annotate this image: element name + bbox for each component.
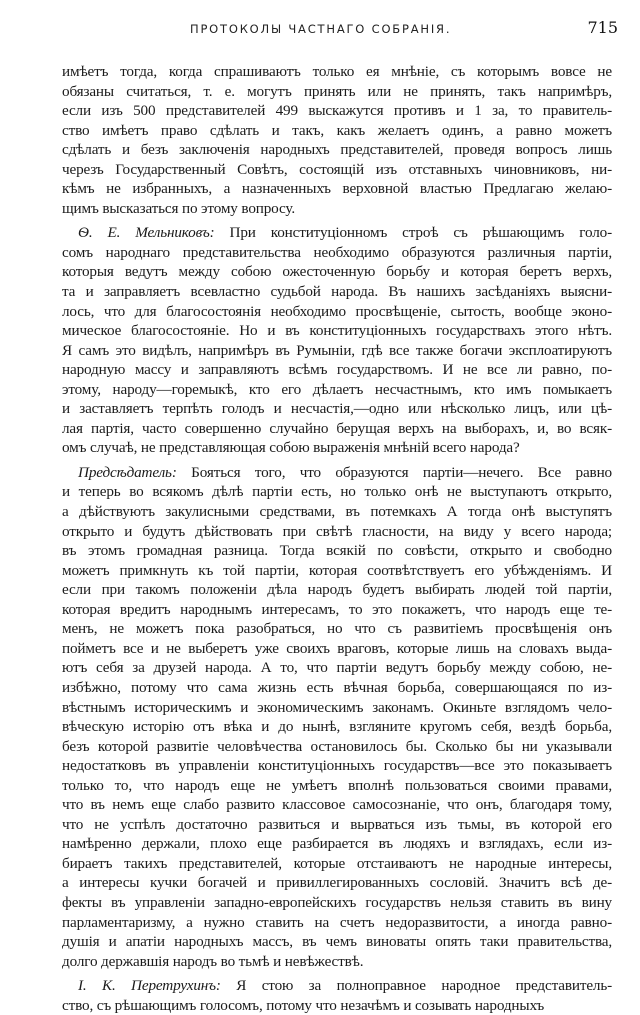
speaker-name: Предсѣдатель: [78,463,177,481]
text-line [62,199,612,219]
text-line [62,243,612,263]
page-body [62,62,612,1015]
text-line [62,776,612,796]
text-line [62,463,612,483]
line-text: можетъ примкнуть къ той партіи, которая соотвѣтствуетъ его убѣжденіямъ. И [62,561,612,579]
line-text: пойметъ все и не выберетъ уже своихъ враговъ, которые лишь на словахъ выда- [62,639,612,657]
text-line [62,952,612,972]
text-line [62,996,612,1015]
line-text: которая вредитъ народнымъ интересамъ, то это покажетъ, что народъ еще те- [62,600,612,618]
line-text: кѣмъ не избранныхъ, а назначенныхъ верховной властью Предлагаю желаю- [62,180,612,198]
line-text: ство имѣетъ право сдѣлать и такъ, какъ желаетъ одинъ, а равно можетъ [62,121,612,139]
line-text: лая партія, часто совершенно случайно берущая верхъ на выборахъ, и, во всяк- [62,419,612,437]
running-head [0,18,640,48]
text-line [62,399,612,419]
line-text: черезъ Государственный Совѣтъ, состоящій изъ отставныхъ чиновниковъ, ни- [62,160,612,178]
line-text: сдѣлать и безъ заключенія народныхъ представителей, проведя вопросъ лишь [62,141,612,159]
text-line [62,438,612,458]
paragraph [62,223,612,458]
text-line [62,482,612,502]
line-text: бираетъ такихъ представителей, которые отстаиваютъ не народные интересы, [62,854,612,872]
text-line [62,580,612,600]
text-line [62,913,612,933]
text-line [62,223,612,243]
line-text: ютъ себя за друзей народа. А то, что партіи ведутъ борьбу между собою, не- [62,659,612,677]
text-line [62,82,612,102]
line-text: открыто и будутъ дѣйствовать при свѣтѣ гласности, на виду у всего народа; [62,522,612,540]
text-line [62,419,612,439]
line-text: безъ которой развитіе человѣчества остановилось бы. Сколько бы ни указывали [62,737,612,755]
text-line [62,976,612,996]
text-line [62,360,612,380]
text-line [62,619,612,639]
text-line [62,302,612,322]
line-text: вѣстнымъ историческимъ и экономическимъ законамъ. Окиньте взглядомъ чело- [62,698,612,716]
line-text: мическое благосостояніе. Но и въ конституціонныхъ государствахъ этого нѣтъ. [62,322,612,340]
line-text: которыя ведутъ между собою ожесточенную борьбу и которая беретъ верхъ, [62,263,612,281]
text-line [62,179,612,199]
text-line [62,600,612,620]
text-line [62,341,612,361]
line-text: менъ, не можетъ пока разобраться, но что съ развитіемъ просвѣщенія онъ [62,620,612,638]
line-text: и теперь во всякомъ дѣлѣ партіи есть, но только онѣ не выступаютъ открыто, [62,483,612,501]
line-text: только то, что народъ еще не умѣетъ вполнѣ пользоваться своими правами, [62,776,612,794]
line-text: щимъ высказаться по этому вопросу. [62,199,295,217]
line-text: лось, что для благосостоянія необходимо просвѣщеніе, сытость, вообще эконо- [62,302,612,320]
text-line [62,737,612,757]
line-text: недостатковъ въ управленіи конституціонныхъ государствъ—все это показываетъ [62,757,612,775]
text-line [62,854,612,874]
text-line [62,121,612,141]
text-line [62,522,612,542]
line-text: а интересы кучки богачей и привиллегированныхъ сословій. Значитъ всѣ де- [62,874,612,892]
line-text: вѣческую исторію отъ вѣка и до нынѣ, взгляните кругомъ себя, вездѣ борьба, [62,718,612,736]
line-text: въ этомъ громадная разница. Тогда всякій по совѣсти, открыто и свободно [62,542,612,560]
line-text: Бояться того, что образуются партіи—нечего. Все равно [191,463,612,481]
text-line [62,639,612,659]
text-line [62,160,612,180]
speaker-name: І. К. Перетрухинъ: [78,977,221,995]
text-line [62,658,612,678]
line-text: При конституціонномъ строѣ съ рѣшающимъ голо- [229,224,612,242]
text-line [62,893,612,913]
line-text: имѣетъ тогда, когда спрашиваютъ только ея мнѣніе, съ которымъ вовсе не [62,63,612,80]
line-text: намѣренно держали, плохо еще разбирается въ людяхъ и взглядахъ, если из- [62,835,612,853]
text-line [62,262,612,282]
line-text: что не успѣлъ достаточно развиться и вырваться изъ тьмы, въ которой его [62,815,612,833]
text-line [62,561,612,581]
speaker-name: Ѳ. Е. Мельниковъ: [78,224,215,242]
line-text: обязаны считаться, т. е. могутъ принять или не принять, такъ напримѣръ, [62,82,612,100]
text-line [62,101,612,121]
text-line [62,834,612,854]
text-line [62,717,612,737]
line-text: а дѣйствуютъ закулисными средствами, въ потемкахъ А тогда онѣ выступятъ [62,503,612,521]
line-text: народную массу и заправляютъ всѣмъ государствомъ. И не все ли равно, по- [62,361,612,379]
line-text: омъ случаѣ, не представляющая собою выраженія мнѣній всего народа? [62,439,520,457]
text-line [62,282,612,302]
text-line [62,502,612,522]
text-line [62,873,612,893]
line-text: и заставляетъ терпѣть голодъ и несчастія,—одно или нѣсколько лицъ, или цѣ- [62,400,612,418]
line-text: если при такомъ положеніи дѣла народъ будетъ выбирать людей той партіи, [62,581,612,599]
paragraph [62,463,612,971]
text-line [62,380,612,400]
page-number: 715 [587,18,618,37]
paragraph [62,62,612,218]
text-line [62,932,612,952]
text-line [62,756,612,776]
line-text: сомъ народнаго представительства необходимо образуются различныя партіи, [62,243,612,261]
line-text: этому, народу—горемыкѣ, кто его дѣлаетъ несчастнымъ, кто имъ помыкаетъ [62,380,612,398]
text-line [62,815,612,835]
line-text: избѣжно, потому что сама жизнь есть вѣчная борьба, совершающаяся по из- [62,678,612,696]
text-line [62,140,612,160]
line-text: парламентаризму, а нужно ставить на счетъ недоразвитости, а иногда равно- [62,913,612,931]
line-text: долго державшія народъ во тьмѣ и невѣжествѣ. [62,952,364,970]
running-head-title: ПРОТОКОЛЫ ЧАСТНАГО СОБРАНІЯ. [190,22,452,36]
text-line [62,541,612,561]
text-line [62,795,612,815]
text-line [62,698,612,718]
line-text: что въ немъ еще слабо развито классовое самосознаніе, что онъ, благодаря тому, [62,796,612,814]
line-text: Я стою за полноправное народное представитель- [236,977,612,995]
text-line [62,321,612,341]
line-text: ство, съ рѣшающимъ голосомъ, потому что незачѣмъ и созывать народныхъ [62,996,545,1014]
line-text: та и заправляетъ всевластно судьбой народа. Въ нашихъ засѣданіяхъ выясни- [62,283,612,301]
paragraph [62,976,612,1015]
text-line [62,62,612,82]
line-text: душія и апатіи народныхъ массъ, въ чемъ виноваты опять таки правительства, [62,933,612,951]
text-line [62,678,612,698]
line-text: фекты въ управленіи западно-европейскихъ государствъ нельзя ставить въ вину [62,893,612,911]
line-text: Я самъ это видѣлъ, напримѣръ въ Румыніи, гдѣ все также богачи эксплоатируютъ [62,341,612,359]
line-text: если изъ 500 представителей 499 выскажутся противъ и 1 за, то правитель- [62,102,612,120]
